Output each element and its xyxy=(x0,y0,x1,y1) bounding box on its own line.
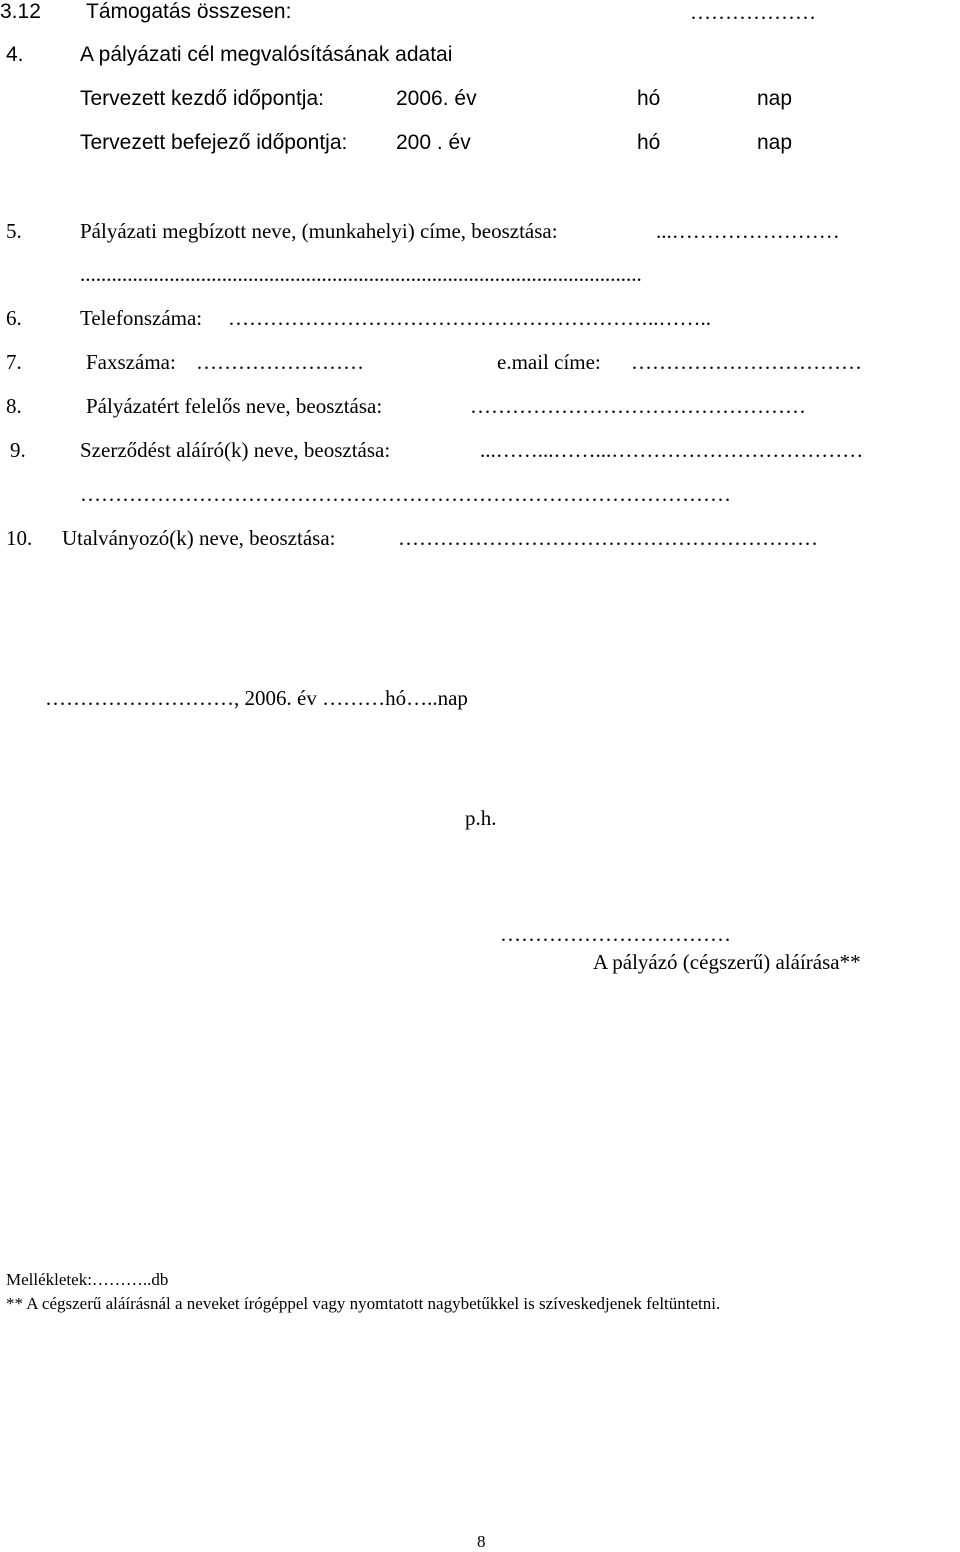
support-total-fill: ……………… xyxy=(690,0,816,24)
signature-label: A pályázó (cégszerű) aláírása** xyxy=(593,950,861,974)
item7-label: Faxszáma: xyxy=(86,350,176,374)
start-date-day: nap xyxy=(757,87,793,110)
item5-fill: ...…………………… xyxy=(656,219,840,243)
start-date-month: hó xyxy=(637,87,661,110)
item10-label: Utalványozó(k) neve, beosztása: xyxy=(62,526,336,550)
start-date-label: Tervezett kezdő időpontja: xyxy=(80,87,324,110)
item10-fill: …………………………………………………… xyxy=(398,526,818,550)
stamp-placeholder: p.h. xyxy=(465,806,497,830)
item6-label: Telefonszáma: xyxy=(80,306,203,330)
item8-label: Pályázatért felelős neve, beosztása: xyxy=(86,394,383,418)
support-total-label: Támogatás összesen: xyxy=(86,0,292,23)
end-date-year: 200 . év xyxy=(396,131,471,154)
end-date-day: nap xyxy=(757,131,793,154)
item6-number: 6. xyxy=(6,306,22,330)
start-date-year: 2006. év xyxy=(396,87,477,110)
signature-line: …………………………… xyxy=(500,922,731,946)
date-line: ………………………, 2006. év ………hó…..nap xyxy=(45,686,468,710)
end-date-label: Tervezett befejező időpontja: xyxy=(80,131,348,154)
footnote: ** A cégszerű aláírásnál a neveket írógéppel vagy nyomtatott nagybetűkkel is szíveskedjenek feltüntetni. xyxy=(6,1294,721,1313)
section4-title: A pályázati cél megvalósításának adatai xyxy=(80,43,453,66)
page-number: 8 xyxy=(477,1532,486,1551)
item7-fill: …………………… xyxy=(196,350,364,374)
item7-email-fill: …………………………… xyxy=(631,350,862,374)
item9-number: 9. xyxy=(10,438,26,462)
end-date-month: hó xyxy=(637,131,661,154)
item8-number: 8. xyxy=(6,394,22,418)
item5-label: Pályázati megbízott neve, (munkahelyi) címe, beosztása: xyxy=(80,219,558,243)
attachments-line: Mellékletek:………..db xyxy=(6,1270,169,1289)
item9-continuation: ………………………………………………………………………………… xyxy=(80,482,731,506)
section4-number: 4. xyxy=(6,43,24,66)
item6-fill: ……………………………………………………..…….. xyxy=(228,306,711,330)
item5-number: 5. xyxy=(6,219,22,243)
item9-fill: ...……...……...……………………………… xyxy=(480,438,864,462)
item7-email-label: e.mail címe: xyxy=(497,350,601,374)
support-total-number: 3.12 xyxy=(0,0,41,23)
item7-number: 7. xyxy=(6,350,22,374)
item10-number: 10. xyxy=(6,526,33,550)
item5-continuation: ........................................................................................................... xyxy=(80,262,642,286)
item9-label: Szerződést aláíró(k) neve, beosztása: xyxy=(80,438,391,462)
item8-fill: ………………………………………… xyxy=(470,394,806,418)
